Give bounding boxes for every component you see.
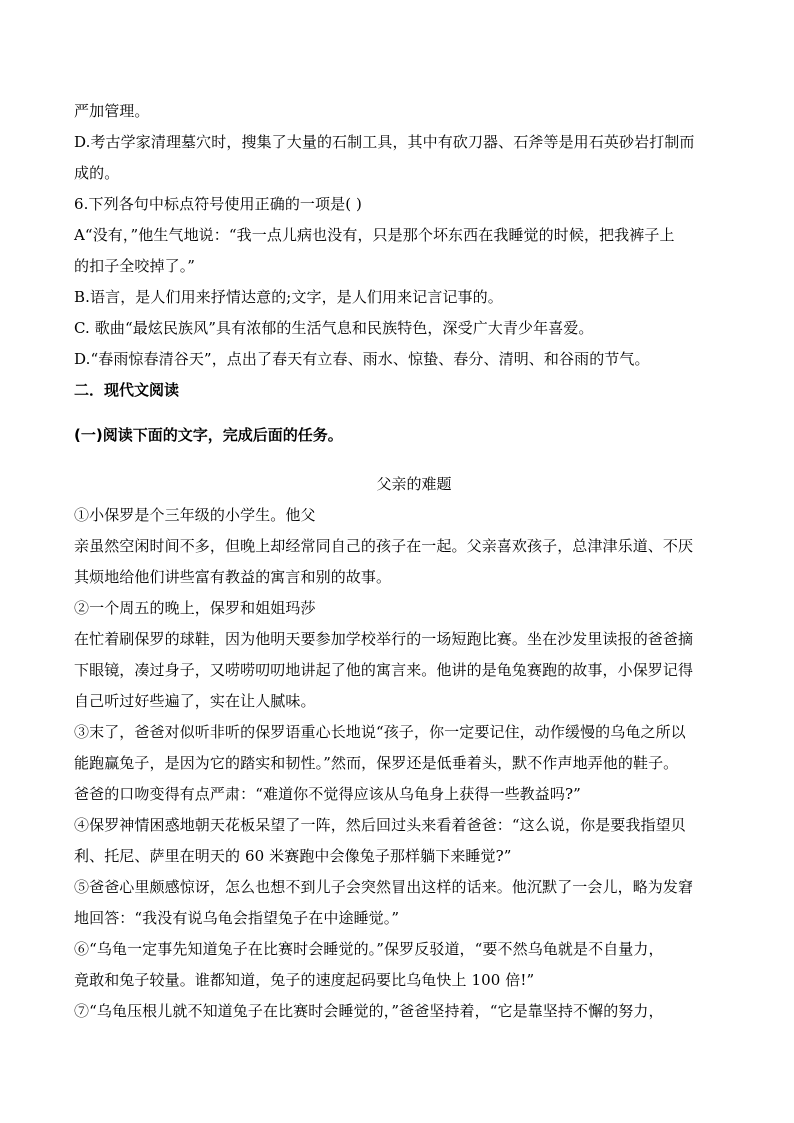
passage-line: 地回答：“我没有说乌龟会指望兔子在中途睡觉。” [74, 909, 400, 927]
passage-line: ③末了，爸爸对似听非听的保罗语重心长地说“孩子，你一定要记住，动作缓慢的乌龟之所以 [74, 723, 686, 741]
passage-line: ②一个周五的晚上，保罗和姐姐玛莎 [74, 599, 316, 617]
passage-line: 下眼镜，凑过身子，又唠唠叨叨地讲起了他的寓言来。他讲的是龟兔赛跑的故事，小保罗记得 [74, 661, 694, 679]
passage-line: 爸爸的口吻变得有点严肃：“难道你不觉得应该从乌龟身上获得一些教益吗?” [74, 785, 581, 803]
passage-title: 父亲的难题 [376, 475, 452, 493]
passage-line: 自己听过好些遍了，实在让人腻味。 [74, 692, 316, 710]
passage-line: ④保罗神情困惑地朝天花板呆望了一阵，然后回过头来看着爸爸：“这么说，你是要我指望贝 [74, 816, 686, 834]
section-title: 二．现代文阅读 [74, 381, 180, 399]
option-a-line-1: A“没有，”他生气地说：“我一点儿病也没有，只是那个坏东西在我睡觉的时候，把我裤子上 [74, 226, 675, 244]
spacer [74, 451, 734, 469]
passage-line: 竟敢和兔子较量。谁都知道，兔子的速度起码要比乌龟快上 100 倍!” [74, 971, 535, 989]
subsection-title: (一)阅读下面的文字，完成后面的任务。 [74, 426, 343, 444]
passage-line: ①小保罗是个三年级的小学生。他父 [74, 506, 316, 524]
option-b: B.语言，是人们用来抒情达意的;文字，是人们用来记言记事的。 [74, 288, 503, 306]
option-d: D.“春雨惊春清谷天”，点出了春天有立春、雨水、惊蛰、春分、清明、和谷雨的节气。 [74, 350, 650, 368]
passage-line: 在忙着刷保罗的球鞋，因为他明天要参加学校举行的一场短跑比赛。坐在沙发里读报的爸爸摘 [74, 630, 694, 648]
passage-line: ⑤爸爸心里颇感惊讶，怎么也想不到儿子会突然冒出这样的话来。他沉默了一会儿，略为发窘 [74, 878, 694, 896]
passage-line: ⑥“乌龟一定事先知道兔子在比赛时会睡觉的。”保罗反驳道，“要不然乌龟就是不自量力， [74, 940, 664, 958]
passage-line: 其烦地给他们讲些富有教益的寓言和别的故事。 [74, 568, 392, 586]
passage-line: 能跑赢兔子，是因为它的踏实和韧性。”然而，保罗还是低垂着头，默不作声地弄他的鞋子。 [74, 754, 679, 772]
passage-line: ⑦“乌龟压根儿就不知道兔子在比赛时会睡觉的，”爸爸坚持着，“它是靠坚持不懈的努力， [74, 1002, 664, 1020]
passage-line: 利、托尼、萨里在明天的 60 米赛跑中会像兔子那样躺下来睡觉?” [74, 847, 512, 865]
option-a-line-2: 的扣子全咬掉了。” [74, 257, 196, 275]
option-d-line-1: D.考古学家清理墓穴时，搜集了大量的石制工具，其中有砍刀器、石斧等是用石英砂岩打制而 [74, 133, 695, 151]
question-6: 6.下列各句中标点符号使用正确的一项是( ) [74, 195, 362, 213]
option-c: C. 歌曲“最炫民族风”具有浓郁的生活气息和民族特色，深受广大青少年喜爱。 [74, 319, 594, 337]
spacer [74, 406, 734, 420]
text-line: 严加管理。 [74, 102, 150, 120]
passage-line: 亲虽然空闲时间不多，但晚上却经常同自己的孩子在一起。父亲喜欢孩子，总津津乐道、不厌 [74, 537, 694, 555]
option-d-line-2: 成的。 [74, 164, 120, 182]
document-page [74, 96, 734, 1027]
